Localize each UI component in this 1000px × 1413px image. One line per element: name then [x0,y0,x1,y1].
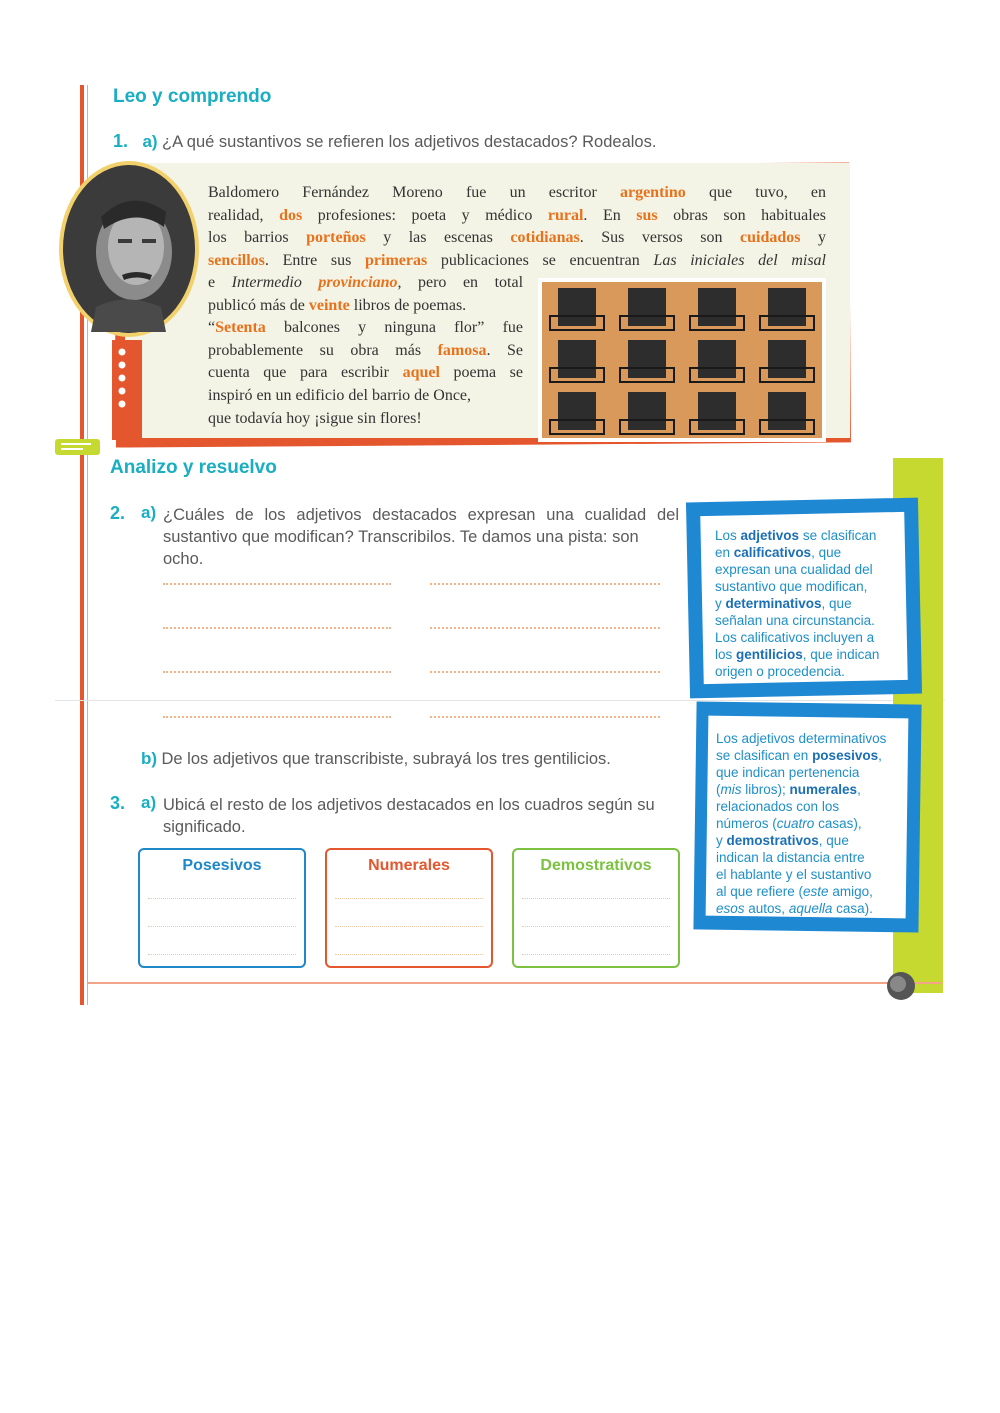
question-text-2: significado. [163,818,246,836]
adjective: Setenta [215,319,266,337]
adjective: cotidianas [510,229,580,247]
answer-line[interactable] [163,627,391,629]
question-letter: a) [141,503,157,522]
reading-line-6: publicó más de veinte libros de poemas. [208,296,467,314]
answer-line[interactable] [335,926,483,927]
category-box-posesivos[interactable] [138,848,306,968]
adjective: dos [279,206,303,224]
adjective: primeras [365,251,428,269]
building-window [698,288,736,326]
answer-line[interactable] [430,716,660,718]
answer-line[interactable] [335,954,483,955]
category-title: Numerales [368,857,450,874]
category-title: Demostrativos [540,857,652,874]
author-portrait [56,157,202,342]
question-text: Ubicá el resto de los adjetivos destacados en los cuadros según su [163,796,655,814]
bottom-rule [87,982,942,984]
adjective: provinciano [318,274,398,291]
answer-line[interactable] [163,583,391,585]
category-box-numerales[interactable] [325,848,493,968]
building-photo [538,278,826,442]
section-heading-analizo: Analizo y resuelvo [110,457,277,478]
category-box-demostrativos[interactable] [512,848,680,968]
adjective: veinte [308,296,350,314]
book-title: Intermedio [231,274,319,291]
question-text: ¿Cuáles de los adjetivos destacados expresan una cualidad del [163,506,679,524]
question-letter: b) [141,749,158,768]
question-letter: a) [141,793,157,812]
notebook-spiral-strip [112,340,142,440]
adjective: porteños [306,229,366,247]
building-window [768,392,806,430]
reading-line-10: inspiró en un edificio del barrio de Once, [208,386,472,404]
reading-line-4: sencillos. Entre sus primeras publicaciones se encuentran Las iniciales del misal [208,251,827,269]
book-title: Las iniciales del misal [653,251,827,269]
question-text-2: sustantivo que modifican? Transcribilos. Te damos una pista: son ocho. [163,528,639,568]
section-heading-leo: Leo y comprendo [113,86,272,107]
question-number: 3. [110,793,126,813]
building-window [628,340,666,378]
answer-line[interactable] [148,926,296,927]
reading-line-2: realidad, dos profesiones: poeta y médico rural. En sus obras son habituales [208,206,826,224]
info-box-adjetivos-text: Los adjetivos se clasifican en calificativos, que expresan una cualidad del sustantivo que modifican, y determinativos, que señalan una circunstancia. Los calificativos incluyen a los gentilicios, que indican origen o procedencia. [715,528,880,679]
adjective: aquel [402,364,440,382]
answer-line[interactable] [163,671,391,673]
building-window [628,288,666,326]
tab-marker-icon [55,435,100,457]
answer-line[interactable] [148,898,296,899]
reading-line-1: Baldomero Fernández Moreno fue un escritor argentino que tuvo, en [208,184,826,201]
building-window [768,288,806,326]
info-box-determinativos-text: Los adjetivos determinativos se clasifican en posesivos, que indican pertenencia (mis libros); numerales, relacionados con los números (cuatro casas), y demostrativos, que indican la distancia entre el hablante y el sustantivo al que refiere (este amigo, esos autos, aquella casa). [716,731,887,916]
reading-line-11: que todavía hoy ¡sigue sin flores! [208,409,422,427]
question-letter: a) [142,132,158,151]
question-1 [113,131,656,153]
answer-line[interactable] [430,583,660,585]
building-window [698,340,736,378]
question-text: De los adjetivos que transcribiste, subrayá los tres gentilicios. [161,750,611,768]
section-tab-marker [55,435,100,457]
answer-line[interactable] [430,671,660,673]
reading-line-7: “Setenta balcones y ninguna flor” fue [208,319,523,337]
reading-paragraph-continued [208,272,523,430]
building-window [558,288,596,326]
answer-line[interactable] [430,627,660,629]
question-2b [141,748,611,770]
building-window [628,392,666,430]
answer-line[interactable] [522,926,670,927]
answer-line[interactable] [163,716,391,718]
page-divider [55,700,945,701]
category-title: Posesivos [182,857,262,874]
answer-line[interactable] [522,898,670,899]
question-number: 2. [110,503,126,523]
reading-paragraph [208,182,826,272]
building-window [698,392,736,430]
adjective: sus [636,206,658,224]
question-text: ¿A qué sustantivos se refieren los adjetivos destacados? Rodealos. [162,133,657,151]
answer-line[interactable] [148,954,296,955]
reading-line-9: cuenta que para escribir aquel poema se [208,364,524,382]
building-window [558,340,596,378]
adjective: rural [547,206,584,224]
building-window [768,340,806,378]
adjective: famosa [437,341,487,359]
building-window [558,392,596,430]
answer-line[interactable] [522,954,670,955]
adjective: cuidados [740,229,801,247]
reading-line-5: e Intermedio provinciano, pero en total [208,274,524,291]
reading-line-8: probablemente su obra más famosa. Se [208,341,524,359]
reading-line-3: los barrios porteños y las escenas cotidianas. Sus versos son cuidados y [208,229,827,247]
answer-line[interactable] [335,898,483,899]
adjective: sencillos [208,251,265,269]
question-number: 1. [113,131,129,151]
adjective: argentino [619,184,686,201]
page-corner-icon [885,970,917,1002]
